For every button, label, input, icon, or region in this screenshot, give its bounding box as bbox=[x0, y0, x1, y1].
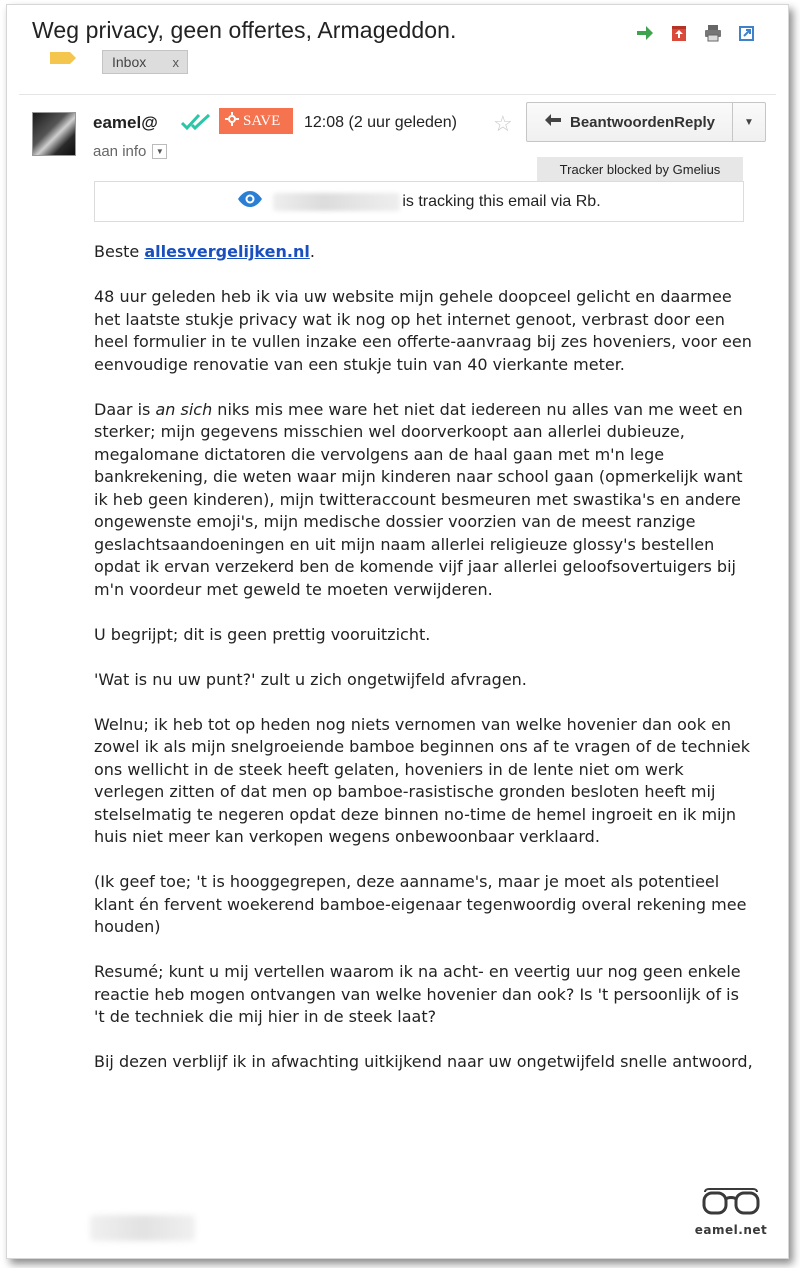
more-actions-button[interactable] bbox=[732, 103, 765, 141]
reply-button[interactable] bbox=[527, 103, 732, 141]
recipient-details-dropdown[interactable]: ▼ bbox=[152, 144, 167, 159]
paragraph-5: Welnu; ik heb tot op heden nog niets vernomen van welke hovenier dan ook en zowel ik als mijn snelgroeiende bamboe beginnen ons af te vragen of de techniek ons wellicht in de steek heeft gelaten, hoveniers in de lente niet om werk verlegen zitten of dat men op bamboe-rasistische gronden besloten heeft mij stelselmatig te negeren opdat deze binnen no-time de hemel ingroeit en ik mijn huis niet meer kan verkopen wegens onbewoonbaar verklaard. bbox=[94, 714, 750, 846]
paragraph-1: 48 uur geleden heb ik via uw website mijn gehele doopceel gelicht en daarmee het laatste stukje privacy wat ik nog op het internet genoot, verbrast door een heel formulier in te vullen inzake een offerte-aanvraag bij zes hoveniers, voor een eenvoudige renovatie van een stukje tuin van 40 vierkante meter. bbox=[94, 287, 752, 374]
star-icon[interactable]: ☆ bbox=[493, 111, 513, 136]
sender-name[interactable]: eamel@ bbox=[93, 113, 158, 132]
header-divider bbox=[19, 94, 776, 95]
reply-label: BeantwoordenReply bbox=[569, 113, 716, 131]
email-window bbox=[6, 4, 789, 1259]
double-check-icon bbox=[179, 111, 215, 138]
recipient-info bbox=[93, 143, 167, 160]
eye-icon bbox=[237, 191, 263, 212]
paragraph-2: Daar is an sich niks mis mee ware het niet dat iedereen nu alles van me weet en sterker; mijn gegevens misschien wel doorverkoopt aan allerlei dubieuze, megalomane dictatoren die vervolgens aan de haal gaan met m'n lege bankrekening, die weten waar mijn kinderen naar school gaan (opmerkelijk want ik heb geen kinderen), mijn twitteraccount besmeuren met swastika's en andere ongewenste emoji's, mijn medische dossier voorzien van de meest ranzige geslachtsaandoeningen en uit mijn naam allerlei religieuze glossy's bestellen opdat ik ervan verzekerd ben de komende vijf jaar allerlei geloofsovertuigers bij m'n voordeur met geweld te moeten verwijderen. bbox=[94, 399, 743, 599]
save-icon bbox=[225, 112, 239, 131]
greeting-link[interactable]: allesvergelijken.nl bbox=[144, 242, 310, 261]
tracker-blocked-tab: Tracker blocked by Gmelius bbox=[537, 157, 743, 181]
inbox-label-text: Inbox bbox=[112, 54, 147, 70]
chevron-down-icon: ▼ bbox=[744, 116, 754, 128]
save-label: SAVE bbox=[243, 112, 281, 129]
paragraph-7: Resumé; kunt u mij vertellen waarom ik na acht- en veertig uur nog geen enkele reactie heb mogen ontvangen van welke hovenier dan ook? Is 't persoonlijk of is 't de techniek die mij hier in de steek laat? bbox=[94, 962, 741, 1026]
reply-button-group bbox=[526, 102, 766, 142]
blurred-signature bbox=[90, 1215, 195, 1241]
paragraph-8: Bij dezen verblijf ik in afwachting uitkijkend naar uw ongetwijfeld snelle antwoord, bbox=[94, 1052, 753, 1071]
inbox-label-chip bbox=[102, 50, 188, 74]
forward-arrow-icon[interactable] bbox=[635, 23, 655, 43]
reply-arrow-icon bbox=[544, 113, 562, 131]
paragraph-3: U begrijpt; dit is geen prettig vooruitzicht. bbox=[94, 624, 431, 644]
tracker-notice-text: is tracking this email via Rb. bbox=[402, 192, 601, 210]
remove-label-button[interactable]: x bbox=[172, 54, 179, 70]
glasses-icon bbox=[699, 1205, 763, 1222]
sender-avatar[interactable] bbox=[32, 112, 76, 156]
save-button[interactable] bbox=[219, 108, 293, 134]
label-tag-icon[interactable] bbox=[50, 52, 70, 64]
watermark-text: eamel.net bbox=[694, 1223, 768, 1237]
email-body bbox=[94, 241, 754, 1096]
eamel-watermark bbox=[693, 1188, 769, 1237]
new-window-icon[interactable] bbox=[737, 23, 757, 43]
paragraph-4: 'Wat is nu uw punt?' zult u zich ongetwijfeld afvragen. bbox=[94, 669, 527, 689]
message-time: 12:08 (2 uur geleden) bbox=[304, 114, 457, 131]
archive-icon[interactable] bbox=[669, 23, 689, 43]
print-icon[interactable] bbox=[703, 23, 723, 43]
blurred-tracker-sender bbox=[273, 193, 400, 211]
greeting: Beste allesvergelijken.nl. bbox=[94, 242, 315, 261]
recipient-label: aan info bbox=[93, 143, 147, 160]
paragraph-6: (Ik geef toe; 't is hooggegrepen, deze aanname's, maar je moet als potentieel klant én fervent woekerend bamboe-eigenaar tegenwoordig overal rekening mee houden) bbox=[94, 872, 747, 936]
email-subject: Weg privacy, geen offertes, Armageddon. bbox=[32, 17, 457, 43]
message-toolbar bbox=[635, 23, 757, 43]
tracker-notice bbox=[94, 181, 744, 222]
